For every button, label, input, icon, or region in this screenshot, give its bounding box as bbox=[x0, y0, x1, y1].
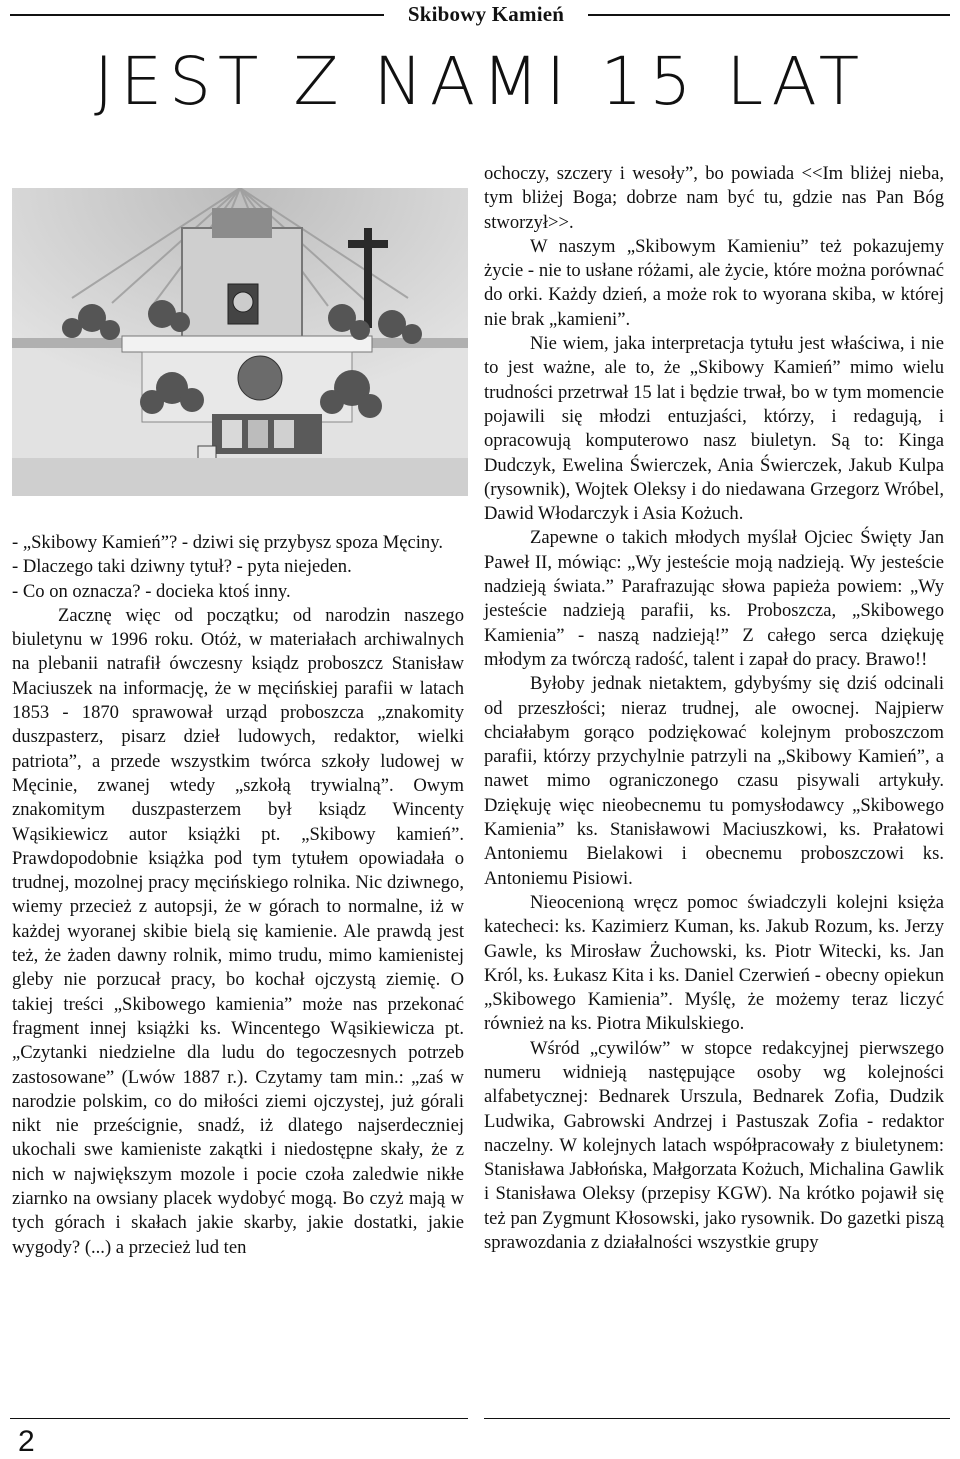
paragraph: - Co on oznacza? - docieka ktoś inny. bbox=[12, 580, 291, 602]
page-number: 2 bbox=[18, 1425, 35, 1458]
running-header bbox=[0, 0, 960, 32]
paragraph: Zacznę więc od początku; od narodzin naszego biuletynu w 1996 roku. Otóż, w materiałach archiwalnych na plebanii natrafił ówczesny ksiądz proboszcz Stanisław Maciuszek na informację, że w męcińskiej parafii w latach 1853 - 1870 sprawował urząd proboszcza „znakomity duszpasterz, pisarz dzieł ludowych, redaktor, wielki patriota”, a przede wszystkim twórca szkoły ludowej w Męcinie, zwanej wtedy „szkołą trywialną”. Owym znakomitym duszpasterzem był ksiądz Wincenty Wąsikiewicz autor książki pt. „Skibowy kamień”. Prawdopodobnie książka pod tym tytułem opowiadała o trudnej, mozolnej pracy męcińskiego rolnika. Nic dziwnego, wiemy przecież z autopsji, że w górach to normalne, iż w każdej wyoranej skibie bielą się kamienie. Ale prawdą jest też, że żaden dawny rolnik, mimo trudu, mimo kamienistej gleby nie porzucał pracy, bo kochał ojczystą ziemię. O takiej treści „Skibowego kamienia” może nas przekonać fragment innej książki ks. Wincentego Wąsikiewicza pt. „Czytanki niedzielne dla ludu do tegoczesnych potrzeb zastosowane” (Lwów 1887 r.). Czytamy tam min.: „zaś w narodzie polskim, co do miłości ziemi ojczystej, już górali nikt nie prześcignie, snadź, iż dlatego najserdeczniej ukochali swe kamieniste zakątki i niedostępne skały, że z nich w największym mozole i pocie czoła zaledwie nikłe ziarnko na owsiany placek wydobyć mogą. Bo czyż mają w tych górach i skałach jakie skarby, jakie dostatki, jakie wygody? (...) a przecież lud ten bbox=[12, 604, 464, 1258]
paragraph: - „Skibowy Kamień”? - dziwi się przybysz spoza Męciny. bbox=[12, 532, 443, 553]
paragraph: Byłoby jednak nietaktem, gdybyśmy się dziś odcinali od przeszłości; nieraz trudnej, ale owocnej. Najpierw chciałabym gorąco podziękować kolejnym proboszczom parafii, którzy przychylnie patrzyli na „Skibowy Kamień”, a nawet mimo ograniczonego czasu pisywali artykuły. Dziękuję więc nieobecnemu tu pomysłodawcy „Skibowego Kamienia” ks. Stanisławowi Maciuszkowi, ks. Prałatowi Antoniemu Bielakowi i obecnemu proboszczowi ks. Antoniemu Pisiowi. bbox=[484, 673, 944, 889]
header-rule-right bbox=[588, 14, 950, 16]
paragraph: ochoczy, szczery i wesoły”, bo powiada <<Im bliżej nieba, tym bliżej Boga; dobrze nam być tu, gdzie nas Pan Bóg stworzył>>. bbox=[484, 163, 944, 233]
paragraph: Nie wiem, jaka interpretacja tytułu jest właściwa, i nie to jest ważne, ale to, że „Skibowy Kamień” mimo wielu trudności przetrwał 15 lat i będzie trwał, bo w tym momencie pojawili się młodzi entuzjaści, którzy, i redagują, i opracowują komputerowo nasz biuletyn. Są to: Kinga Dudczyk, Ewelina Świerczek, Ania Świerczek, Jakub Kulpa (rysownik), Wojtek Oleksy i do niedawana Grzegorz Wróbel, Dawid Włodarczyk i Asia Kożuch. bbox=[484, 333, 944, 525]
right-column bbox=[484, 162, 944, 1255]
paragraph: Nieocenioną wręcz pomoc świadczyli kolejni księża katecheci: ks. Kazimierz Kuman, ks. Jakub Rozum, ks. Jerzy Gawle, ks Mirosław Żuchowski, ks. Piotr Witecki, ks. Jan Król, ks. Łukasz Kita i ks. Daniel Czerwień - obecny opiekun „Skibowego Kamienia”. Myślę, że możemy teraz liczyć również na ks. Piotra Mikulskiego. bbox=[484, 891, 944, 1035]
header-rule-left bbox=[10, 14, 384, 16]
paragraph: Wśród „cywilów” w stopce redakcyjnej pierwszego numeru widnieją następujące osoby wg kolejności alfabetycznej: Bednarek Urszula, Bednarek Zofia, Dudzik Ludwika, Gabrowski Andrzej i Pastuszak Zofia - redaktor naczelny. W kolejnych latach współpracowały z biuletynem: Stanisława Jabłońska, Małgorzata Kożuch, Michalina Gawlik i Stanisława Oleksy (przepisy KGW). Na krótko pojawił się też pan Zygmunt Kłosowski, jako rysownik. Do gazetki piszą sprawozdania z działalności wszystkie grupy bbox=[484, 1037, 944, 1254]
altar-photo bbox=[12, 188, 468, 496]
paragraph: W naszym „Skibowym Kamieniu” też pokazujemy życie - nie to usłane różami, ale życie, które można porównać do orki. Każdy dzień, a może rok to wyorana skiba, w której nie brak „kamieni”. bbox=[484, 235, 944, 330]
paragraph: Zapewne o takich młodych myślał Ojciec Święty Jan Paweł II, mówiąc: „Wy jesteście moją nadzieją. Wy jesteście nadzieją świata.” Parafrazując słowa papieża powiem: „Wy jesteście nadzieją parafii, ks. Proboszcza, „Skibowego Kamienia” - naszą nadzieją!” Z całego serca dziękuję młodym za twórczą radość, talent i zapał do pracy. Brawo!! bbox=[484, 527, 944, 670]
paragraph: - Dlaczego taki dziwny tytuł? - pyta niejeden. bbox=[12, 556, 352, 578]
left-column bbox=[12, 531, 464, 1260]
footer-rule-right bbox=[484, 1418, 950, 1419]
footer-rule-left bbox=[10, 1418, 468, 1419]
article-title: JEST Z NAMI 15 LAT bbox=[93, 43, 867, 120]
altar-photo-illustration bbox=[12, 188, 468, 496]
publication-name: Skibowy Kamień bbox=[407, 2, 565, 26]
